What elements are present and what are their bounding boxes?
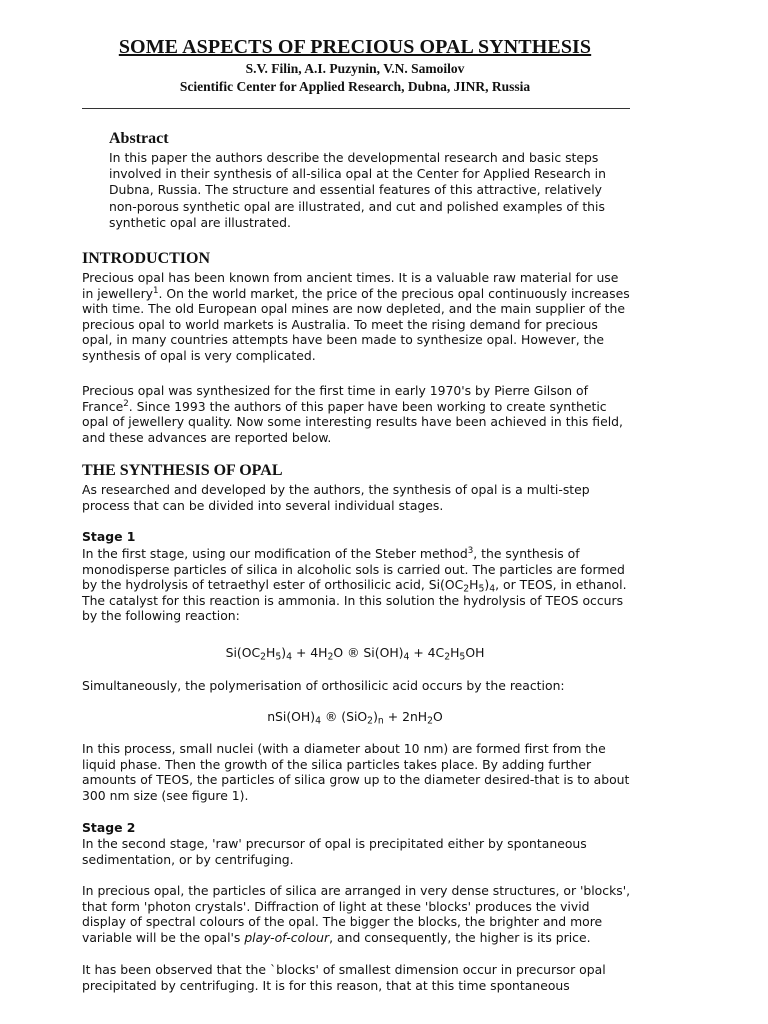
play-of-colour-term: play-of-colour (244, 929, 330, 945)
synthesis-heading: THE SYNTHESIS OF OPAL (82, 462, 283, 479)
stage-2-paragraph-2: In precious opal, the particles of silica are arranged in very dense structures, or 'blocks', that form 'photon crystals'. Diffraction of light at these 'blocks' produces the vivid display of spectral colours of the opal. The bigger the blocks, the brighter and more variable will be the opal's play-of-colour, and consequently, the higher is its price. (82, 883, 631, 945)
equation-polymerisation: $nSi(OH)_4$ ® $(SiO_2)_n + 2nH_2O$ (267, 709, 443, 727)
header-divider (82, 108, 630, 109)
synthesis-intro: As researched and developed by the authors, the synthesis of opal is a multi-step process that can be divided into several individual stages. (82, 482, 590, 513)
stage-2-heading: Stage 2 (82, 820, 136, 835)
reference-1: 1 (153, 285, 159, 296)
stage-1-paragraph: In the first stage, using our modification of the Steber method$^3$, the synthesis of monodisperse particles of silica in alcoholic sols is carried out. The particles are formed by the hydrolysis of tetraethyl ester of orthosilicic acid, $Si(OC_2H_5)_4$, or TEOS, in ethanol. The catalyst for this reaction is ammonia. In this solution the hydrolysis of TEOS occurs by the following reaction: (82, 546, 627, 624)
abstract-heading: Abstract (109, 130, 169, 147)
reference-3: 3 (467, 546, 474, 557)
stage-1-heading: Stage 1 (82, 529, 136, 544)
intro-paragraph-2: Precious opal was synthesized for the first time in early 1970's by Pierre Gilson of France$^2$. Since 1993 the authors of this paper have been working to create synthetic opal of jewellery quality. Now some interesting results have been achieved in this field, and these advances are reported below. (82, 383, 623, 445)
stage-2-paragraph-1: In the second stage, 'raw' precursor of opal is precipitated either by spontaneous sedimentation, or by centrifuging. (82, 836, 587, 867)
stage-2-paragraph-3: It has been observed that the `blocks' of smallest dimension occur in precursor opal precipitated by centrifuging. It is for this reason, that at this time spontaneous (82, 962, 606, 993)
polymerisation-sentence: Simultaneously, the polymerisation of orthosilicic acid occurs by the reaction: (82, 678, 565, 693)
intro-paragraph-1: Precious opal has been known from ancient times. It is a valuable raw material for use in jewellery$^1$. On the world market, the price of the precious opal continuously increases with time. The old European opal mines are now depleted, and the main supplier of the precious opal to world markets is Australia. To meet the rising demand for precious opal, in many countries attempts have been made to synthesize opal. However, the synthesis of opal is very complicated. (82, 270, 630, 363)
authors: S.V. Filin, A.I. Puzynin, V.N. Samoilov (245, 61, 465, 76)
paper-title: SOME ASPECTS OF PRECIOUS OPAL SYNTHESIS (118, 36, 592, 58)
reference-2: 2 (123, 398, 129, 409)
affiliation: Scientific Center for Applied Research, Dubna, JINR, Russia (179, 79, 531, 94)
abstract-text: In this paper the authors describe the developmental research and basic steps involved in their synthesis of all-silica opal at the Center for Applied Research in Dubna, Russia. The structure and essential features of this attractive, relatively non-porous synthetic opal are illustrated, and cut and polished examples of this synthetic opal are illustrated. (109, 150, 606, 230)
stage-1-paragraph-2: In this process, small nuclei (with a diameter about 10 nm) are formed first from the liquid phase. Then the growth of the silica particles takes place. By adding further amounts of TEOS, the particles of silica grow up to the diameter desired-that is to about 300 nm size (see figure 1). (82, 741, 630, 803)
equation-hydrolysis: $Si(OC_2H_5)_4 + 4H_2O$ ® $Si(OH)_4 + 4C_2H_5OH$ (225, 645, 485, 663)
introduction-heading: INTRODUCTION (82, 250, 211, 267)
